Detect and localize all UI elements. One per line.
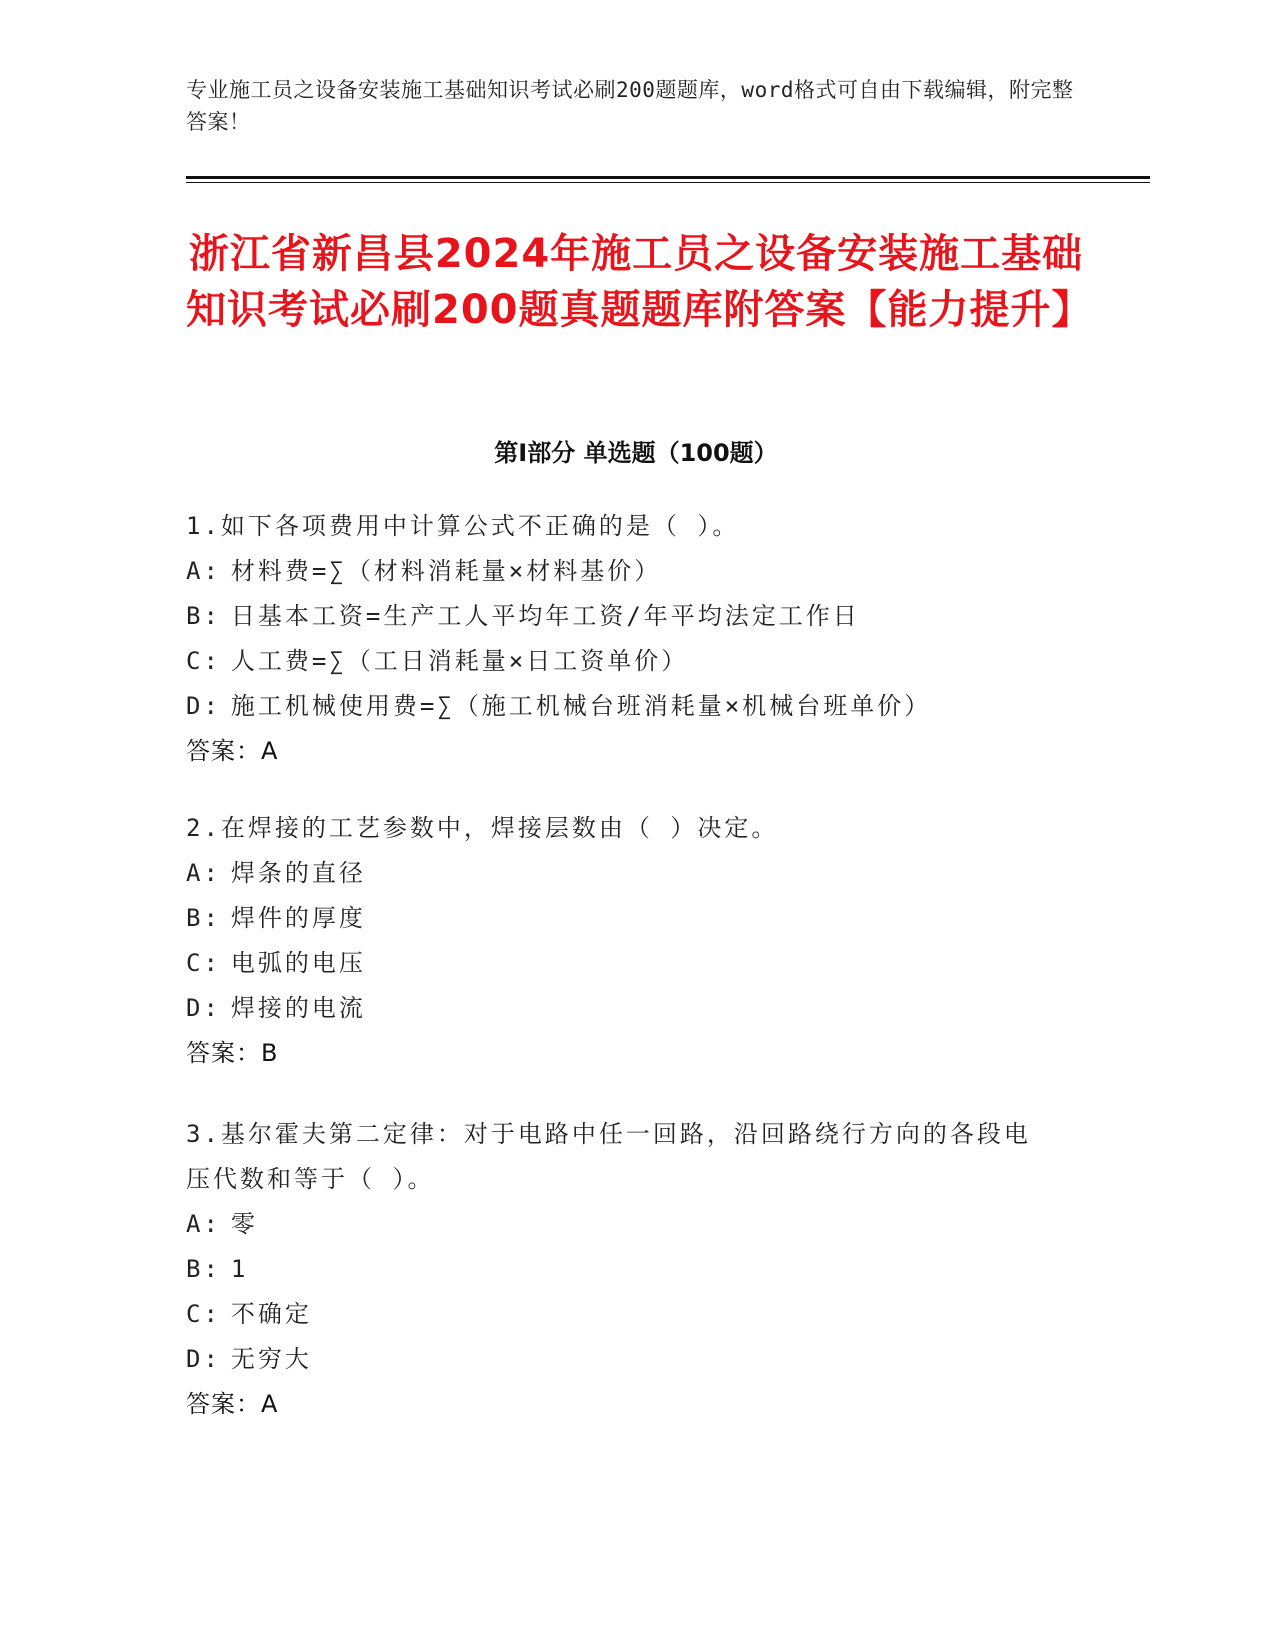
option-c: C: 不确定 [186, 1300, 312, 1328]
question-stem: 1.如下各项费用中计算公式不正确的是（ ）。 [186, 512, 740, 540]
header-note: 专业施工员之设备安装施工基础知识考试必刷200题题库，word格式可自由下载编辑，附完整答案！ [186, 78, 1074, 134]
answer-line: 答案：B [186, 1039, 279, 1067]
option-a: A: 零 [186, 1210, 258, 1238]
section-title: 第I部分 单选题（100题） [494, 439, 778, 467]
option-b: B: 日基本工资=生产工人平均年工资/年平均法定工作日 [186, 602, 860, 630]
question-stem: 2.在焊接的工艺参数中，焊接层数由（ ）决定。 [186, 814, 779, 842]
question-2 [186, 806, 1086, 1076]
document-title: 浙江省新昌县2024年施工员之设备安装施工基础知识考试必刷200题真题题库附答案【能力提升】 [186, 231, 1093, 333]
option-b: B: 1 [186, 1255, 249, 1283]
header-rule-thick [186, 176, 1150, 179]
option-a: A: 焊条的直径 [186, 859, 366, 887]
question-3 [186, 1112, 1046, 1427]
question-1 [186, 504, 1086, 774]
option-c: C: 电弧的电压 [186, 949, 366, 977]
option-c: C: 人工费=∑（工日消耗量×日工资单价） [186, 647, 689, 675]
option-d: D: 无穷大 [186, 1345, 312, 1373]
option-d: D: 施工机械使用费=∑（施工机械台班消耗量×机械台班单价） [186, 692, 932, 720]
question-stem: 3.基尔霍夫第二定律：对于电路中任一回路，沿回路绕行方向的各段电压代数和等于（ ）。 [186, 1120, 1031, 1193]
option-b: B: 焊件的厚度 [186, 904, 366, 932]
option-a: A: 材料费=∑（材料消耗量×材料基价） [186, 557, 662, 585]
header-rule-thin [186, 182, 1150, 183]
answer-line: 答案：A [186, 737, 279, 765]
option-d: D: 焊接的电流 [186, 994, 366, 1022]
answer-line: 答案：A [186, 1390, 279, 1418]
